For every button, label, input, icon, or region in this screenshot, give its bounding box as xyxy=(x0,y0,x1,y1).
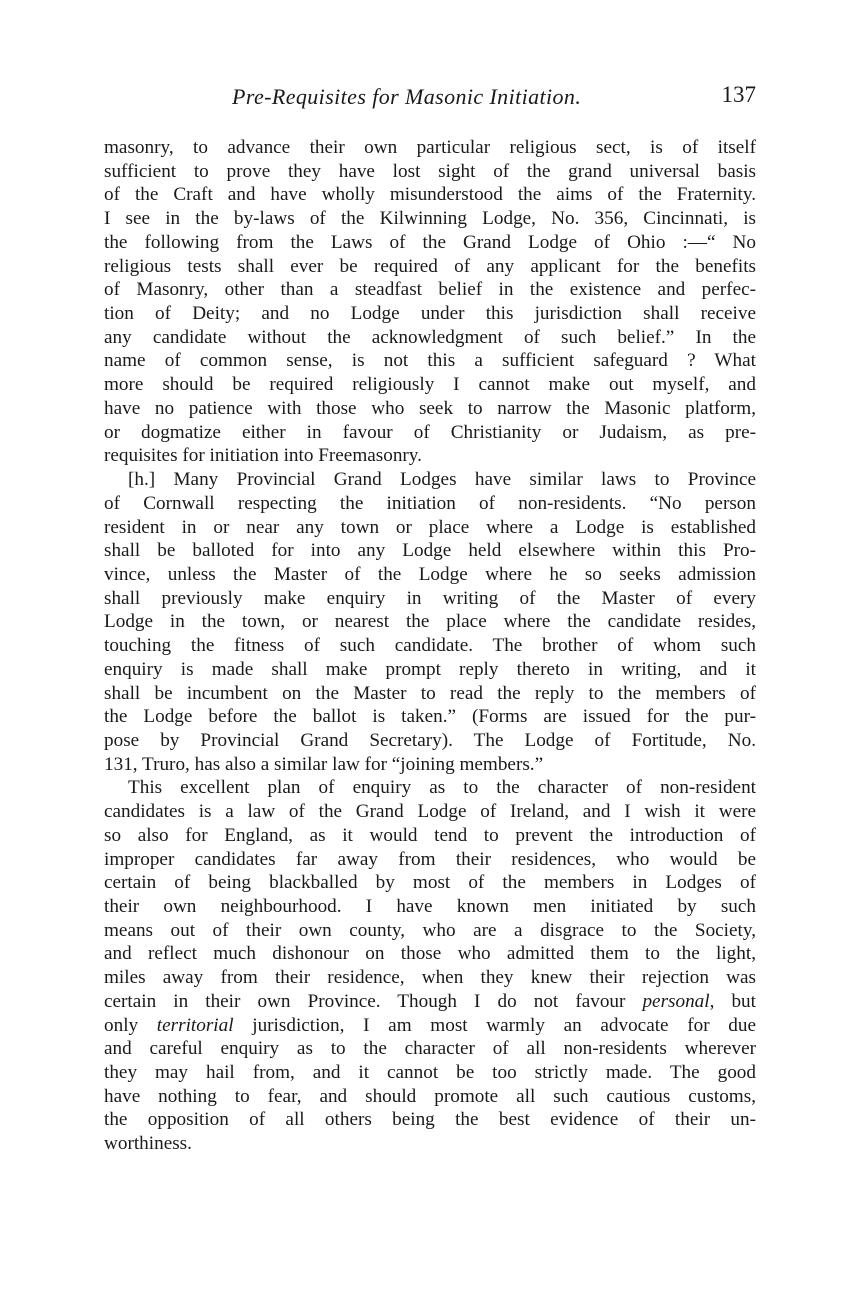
text-line: shall be balloted for into any Lodge held elsewhere within this Pro- xyxy=(104,540,756,562)
text-line: tion of Deity; and no Lodge under this jurisdiction shall receive xyxy=(104,303,756,325)
text-line: the opposition of all others being the best evidence of their un- xyxy=(104,1109,756,1131)
text-line: worthiness. xyxy=(104,1133,192,1155)
text-line xyxy=(104,1014,756,1038)
text-segment: , but xyxy=(709,990,756,1012)
text-line: they may hail from, and it cannot be too strictly made. The good xyxy=(104,1062,756,1084)
text-line: requisites for initiation into Freemasonry. xyxy=(104,445,422,467)
text-line: pose by Provincial Grand Secretary). The Lodge of Fortitude, No. xyxy=(104,729,756,751)
text-line: This excellent plan of enquiry as to the character of non-resident xyxy=(128,777,756,799)
text-line: I see in the by-laws of the Kilwinning Lodge, No. 356, Cincinnati, is xyxy=(104,208,756,230)
text-line: and reflect much dishonour on those who admitted them to the light, xyxy=(104,943,756,965)
text-line: vince, unless the Master of the Lodge where he so seeks admission xyxy=(104,563,756,585)
page-number: 137 xyxy=(721,82,756,107)
text-segment: certain in their own Province. Though I do not favour xyxy=(104,990,643,1012)
text-line: resident in or near any town or place where a Lodge is established xyxy=(104,516,756,538)
text-segment: only xyxy=(104,1014,157,1036)
text-line: [h.] Many Provincial Grand Lodges have similar laws to Province xyxy=(128,469,756,491)
text-line: of the Craft and have wholly misunderstood the aims of the Fraternity. xyxy=(104,184,756,206)
text-line: candidates is a law of the Grand Lodge of Ireland, and I wish it were xyxy=(104,801,756,823)
text-line: the Lodge before the ballot is taken.” (Forms are issued for the pur- xyxy=(104,706,756,728)
text-line: religious tests shall ever be required of any applicant for the benefits xyxy=(104,255,756,277)
text-line: their own neighbourhood. I have known men initiated by such xyxy=(104,896,756,917)
text-line: and careful enquiry as to the character of all non-residents wherever xyxy=(104,1038,756,1060)
text-line: masonry, to advance their own particular religious sect, is of itself xyxy=(104,137,756,158)
text-line: more should be required religiously I cannot make out myself, and xyxy=(104,374,756,396)
text-line: any candidate without the acknowledgment of such belief.” In the xyxy=(104,326,756,348)
text-line: so also for England, as it would tend to prevent the introduction of xyxy=(104,824,756,846)
page-header xyxy=(104,84,756,118)
text-line: the following from the Laws of the Grand Lodge of Ohio :—“ No xyxy=(104,231,756,253)
text-line: improper candidates far away from their residences, who would be xyxy=(104,848,756,870)
text-line: sufficient to prove they have lost sight of the grand universal basis xyxy=(104,160,756,182)
text-line: shall previously make enquiry in writing of the Master of every xyxy=(104,587,756,609)
text-line: have nothing to fear, and should promote all such cautious customs, xyxy=(104,1085,756,1107)
text-line: or dogmatize either in favour of Christianity or Judaism, as pre- xyxy=(104,421,756,443)
text-line: shall be incumbent on the Master to read the reply to the members of xyxy=(104,682,756,704)
text-line: Lodge in the town, or nearest the place where the candidate resides, xyxy=(104,611,756,633)
text-line: of Cornwall respecting the initiation of non-residents. “No person xyxy=(104,492,756,514)
text-line: 131, Truro, has also a similar law for “joining members.” xyxy=(104,753,544,775)
text-line: name of common sense, is not this a sufficient safeguard ? What xyxy=(104,350,756,372)
text-line: of Masonry, other than a steadfast belief in the existence and perfec- xyxy=(104,279,756,301)
italic-segment: territorial xyxy=(156,1014,234,1036)
running-title: Pre-Requisites for Masonic Initiation. xyxy=(232,84,582,109)
text-line xyxy=(104,990,756,1014)
body-text xyxy=(104,136,756,1156)
italic-segment: personal xyxy=(642,990,710,1012)
text-line: certain of being blackballed by most of the members in Lodges of xyxy=(104,872,756,894)
text-line: have no patience with those who seek to narrow the Masonic platform, xyxy=(104,397,756,419)
text-line: means out of their own county, who are a disgrace to the Society, xyxy=(104,919,756,941)
text-line: touching the fitness of such candidate. The brother of whom such xyxy=(104,635,756,657)
text-line: enquiry is made shall make prompt reply thereto in writing, and it xyxy=(104,658,756,680)
text-segment: jurisdiction, I am most warmly an advocate for due xyxy=(233,1014,756,1036)
text-line: miles away from their residence, when they knew their rejection was xyxy=(104,967,756,989)
